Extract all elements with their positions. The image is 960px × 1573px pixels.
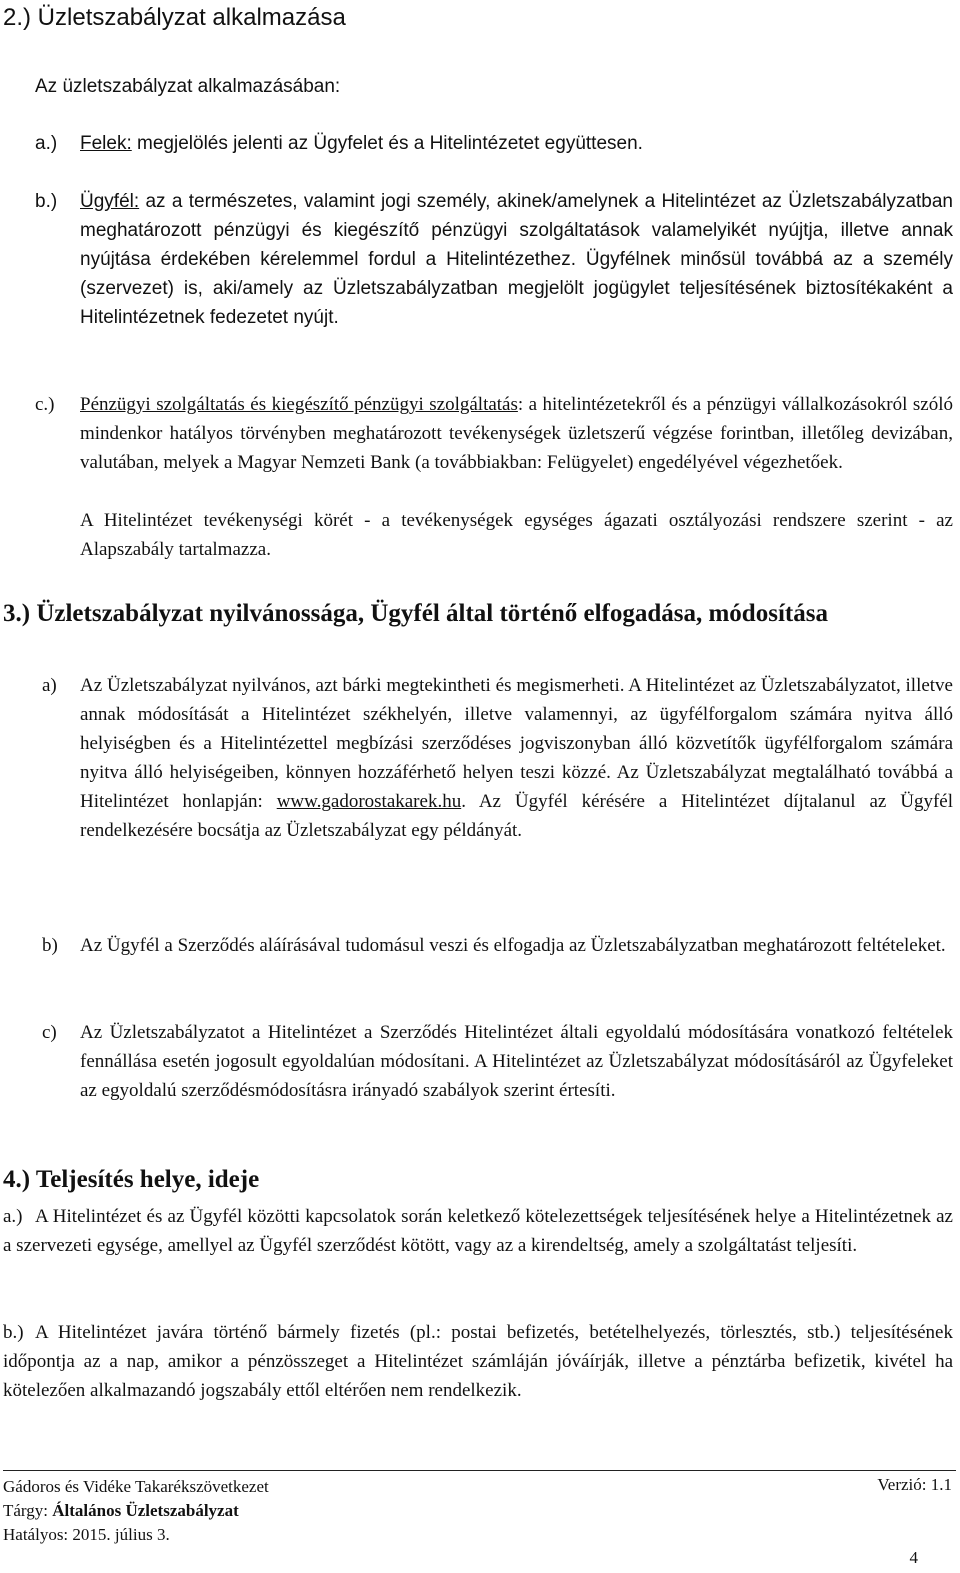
- section-2-title: 2.) Üzletszabályzat alkalmazása: [3, 4, 346, 31]
- item-3a-text: Az Üzletszabályzat nyilvános, azt bárki megtekintheti és megismerheti. A Hitelintézet az Üzletszabályzatot, illetve annak módosítását a Hitelintézet székhelyén, illetve valamennyi, az ügyfélforgalom számára nyitva álló helyiségben és a Hitelintézettel megbízási szerződéses jogviszonyban álló közvetítők ügyfélforgalom számára nyitva álló helyiségeiben, könnyen hozzáférhető helyen teszi közzé. Az Üzletszabályzat megtalálható továbbá a Hitelintézet honlapján: www.gadorostakarek.hu. Az Ügyfél kérésére a Hitelintézet díjtalanul az Ügyfél rendelkezésére bocsátja az Üzletszabályzat egy példányát.: [80, 675, 953, 841]
- item-2a-label: a.): [35, 133, 58, 154]
- item-4b-text: A Hitelintézet javára történő bármely fizetés (pl.: postai befizetés, betételhelyezés, törlesztés, stb.) teljesítésének időpontja az a nap, amikor a pénzösszeget a Hitelintézet számláján jóváírják, illetve a pénztárba befizetik, kivétel ha kötelezően alkalmazandó jogszabály ettől eltérően nem rendelkezik.: [3, 1322, 953, 1401]
- item-3a-label: a): [42, 675, 57, 696]
- item-3c-text: Az Üzletszabályzatot a Hitelintézet a Szerződés Hitelintézet általi egyoldalú módosítására vonatkozó feltételek fennállása esetén jogosult egyoldalúan módosítani. A Hitelintézet az Üzletszabályzat módosításáról az Ügyfeleket az egyoldalú szerződésmódosításra irányadó szabályok szerint értesíti.: [80, 1022, 953, 1101]
- term-felek: Felek:: [80, 133, 132, 154]
- section-4-title: 4.) Teljesítés helye, ideje: [3, 1166, 260, 1193]
- item-4b-label: b.): [3, 1322, 24, 1343]
- item-2c-text-2: A Hitelintézet tevékenységi körét - a tevékenységek egységes ágazati osztályozási rendszere szerint - az Alapszabály tartalmazza.: [80, 510, 953, 560]
- section-3-title: 3.) Üzletszabályzat nyilvánossága, Ügyfél által történő elfogadása, módosítása: [3, 600, 828, 627]
- item-2b-text: Ügyfél: az a természetes, valamint jogi személy, akinek/amelynek a Hitelintézet az Üzletszabályzatban meghatározott pénzügyi és kiegészítő pénzügyi szolgáltatások valamelyikét nyújtja, illetve annak nyújtása érdekében kérelemmel fordul a Hitelintézethez. Ügyfélnek minősül továbbá az a személy (szervezet) is, aki/amely az Üzletszabályzatban megjelölt jogügylet teljesítésének biztosítékaként a Hitelintézetnek fedezetet nyújt.: [80, 191, 953, 328]
- footer-org: Gádoros és Vidéke Takarékszövetkezet: [3, 1477, 269, 1496]
- term-penzugyi-szolgaltatas: Pénzügyi szolgáltatás és kiegészítő pénzügyi szolgáltatás: [80, 394, 518, 415]
- item-3b-label: b): [42, 935, 58, 956]
- footer-subject: Tárgy: Általános Üzletszabályzat: [3, 1501, 239, 1520]
- item-2a-text: Felek: megjelölés jelenti az Ügyfelet és a Hitelintézetet együttesen.: [80, 133, 643, 154]
- item-2c-label: c.): [35, 394, 55, 415]
- item-4a-text: A Hitelintézet és az Ügyfél közötti kapcsolatok során keletkező kötelezettségek teljesítésének helye a Hitelintézetnek az a szervezeti egysége, amellyel az Ügyfél szerződést kötött, vagy az a kirendeltség, amely a szolgáltatást teljesíti.: [3, 1206, 953, 1256]
- term-ugyfel: Ügyfél:: [80, 191, 140, 212]
- footer-effective-date: Hatályos: 2015. július 3.: [3, 1525, 170, 1544]
- item-3c-label: c): [42, 1022, 57, 1043]
- item-2c-text: Pénzügyi szolgáltatás és kiegészítő pénzügyi szolgáltatás: a hitelintézetekről és a pénzügyi vállalkozásokról szóló mindenkor hatályos törvényben meghatározott tevékenységek üzletszerű végzése forintban, illetőleg devizában, valutában, melyek a Magyar Nemzeti Bank (a továbbiakban: Felügyelet) engedélyével végezhetőek.: [80, 394, 953, 473]
- item-3b-text: Az Ügyfél a Szerződés aláírásával tudomásul veszi és elfogadja az Üzletszabályzatban meghatározott feltételeket.: [80, 935, 946, 956]
- footer-divider: [3, 1470, 956, 1471]
- item-2b-label: b.): [35, 191, 58, 212]
- section-2-intro: Az üzletszabályzat alkalmazásában:: [35, 76, 341, 97]
- item-4a-label: a.): [3, 1206, 23, 1227]
- page-number: 4: [909, 1548, 918, 1567]
- footer-version: Verzió: 1.1: [877, 1475, 952, 1494]
- website-link[interactable]: www.gadorostakarek.hu: [276, 791, 462, 812]
